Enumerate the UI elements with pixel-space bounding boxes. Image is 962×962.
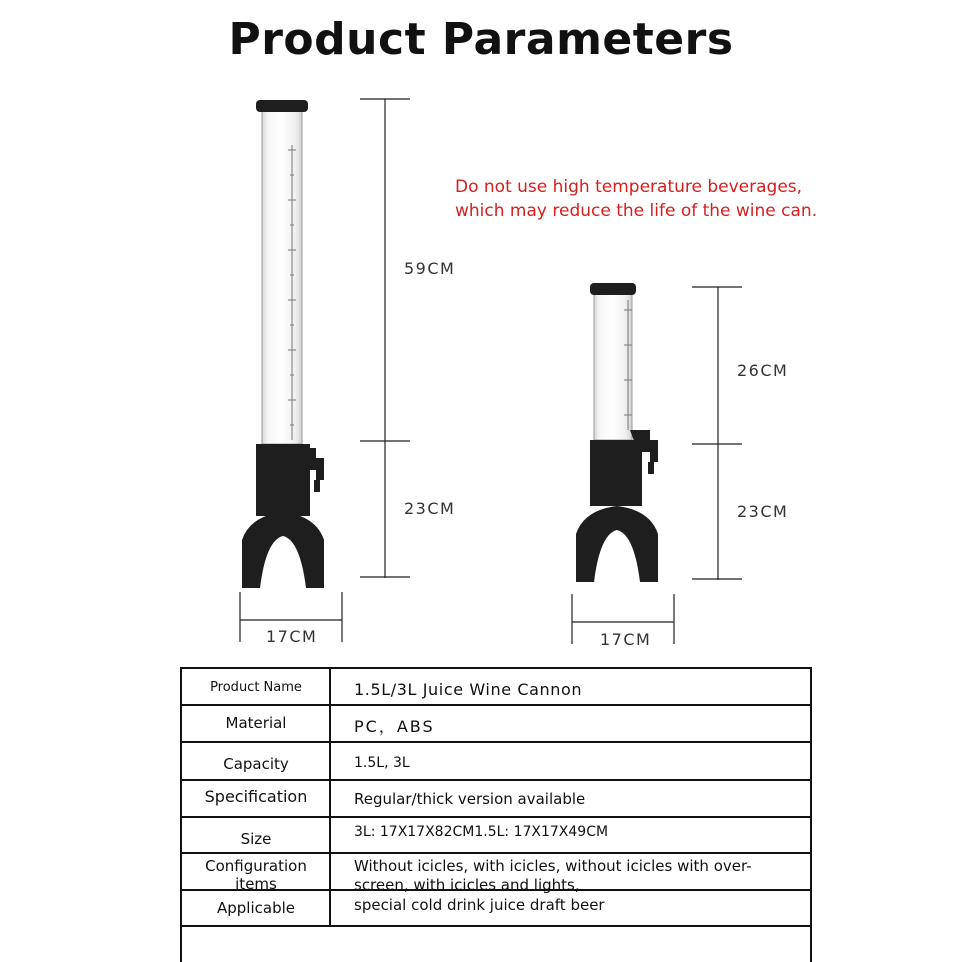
page-title: Product Parameters	[228, 14, 734, 65]
spec-value: 1.5L, 3L	[354, 755, 410, 771]
small-tube-height-label: 26CM	[737, 361, 789, 380]
large-base-width-label: 17CM	[266, 627, 318, 646]
table-row	[182, 706, 810, 743]
spec-label: Size	[240, 830, 272, 848]
small-stand	[576, 506, 658, 582]
large-stand	[242, 512, 324, 588]
large-dispenser	[242, 100, 324, 588]
spec-value: 1.5L/3L Juice Wine Cannon	[354, 680, 583, 699]
table-row	[182, 818, 810, 854]
table-row	[182, 854, 810, 894]
spec-value: Without icicles, with icicles, without icicles with over-screen, with icicles and lights,	[354, 857, 752, 894]
spec-value: 3L: 17X17X82CM1.5L: 17X17X49CM	[354, 824, 609, 840]
large-tube-height-label: 59CM	[404, 259, 456, 278]
table-row	[182, 743, 810, 781]
spec-label: Applicable	[217, 899, 295, 917]
spec-value: PC，ABS	[354, 717, 435, 736]
large-tube	[262, 108, 302, 444]
spec-label: Specification	[204, 787, 308, 806]
spec-table	[180, 667, 812, 962]
spec-value: Regular/thick version available	[354, 790, 586, 808]
table-row	[182, 781, 810, 818]
warning-line-2: which may reduce the life of the wine can.	[455, 201, 818, 221]
small-base-height-label: 23CM	[737, 502, 789, 521]
spec-label: Product Name	[210, 680, 302, 695]
spec-label: Capacity	[223, 755, 289, 773]
spec-label: Configuration items	[205, 857, 307, 893]
table-row	[182, 891, 810, 927]
large-base-height-label: 23CM	[404, 499, 456, 518]
small-cap	[590, 283, 636, 295]
small-base-column	[590, 440, 642, 506]
warning-line-1: Do not use high temperature beverages,	[455, 177, 803, 197]
table-row	[182, 669, 810, 706]
large-cap	[256, 100, 308, 112]
spec-label: Material	[225, 714, 287, 732]
spec-value: special cold drink juice draft beer	[354, 896, 605, 914]
small-base-width-label: 17CM	[600, 630, 652, 649]
small-dispenser	[576, 283, 658, 582]
small-tube	[594, 292, 632, 440]
